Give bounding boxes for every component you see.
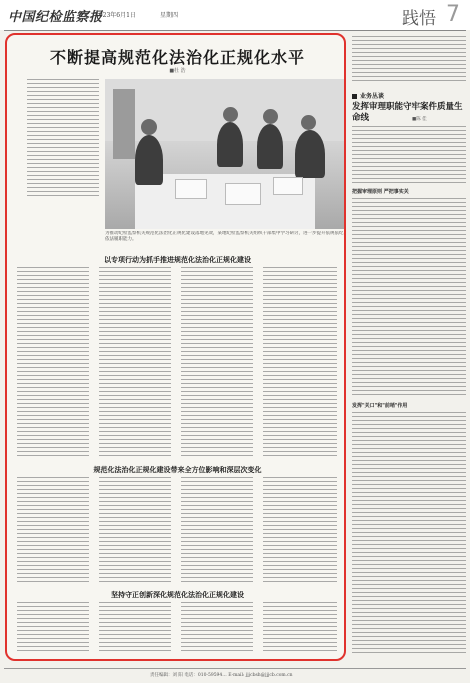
sidebar-text-column (352, 412, 466, 656)
footer-divider (4, 668, 466, 669)
subheading-3: 坚持守正创新深化规范化法治化正规化建设 (111, 591, 244, 599)
article-title: 不断提高规范化法治化正规化水平 (49, 48, 305, 67)
sidebar-intro-text (352, 36, 466, 84)
article-photo (105, 79, 345, 229)
text-column (263, 267, 337, 457)
sidebar-text-column (352, 126, 466, 184)
text-column (99, 477, 171, 582)
text-column (263, 602, 337, 654)
main-article (5, 33, 346, 661)
publication-date: 2023年6月1日 (95, 12, 136, 19)
sidebar-heading-1: 把握审理原则 严把事实关 (352, 189, 409, 195)
masthead-divider (4, 30, 466, 31)
text-column (181, 477, 253, 582)
subheading-2: 规范化法治化正规化建设带来全方位影响和深层次变化 (93, 466, 262, 474)
sidebar-author: ■陈 佳 (412, 117, 427, 122)
text-column (263, 477, 337, 582)
text-column (17, 267, 89, 457)
page-footer (0, 668, 470, 683)
tag-square-icon (352, 94, 357, 99)
masthead (0, 0, 470, 30)
section-name: 践悟 (402, 9, 436, 29)
sidebar-heading-2: 发挥"关口"和"前哨"作用 (352, 403, 408, 409)
page-number: 7 (446, 2, 460, 27)
weekday: 星期四 (160, 12, 179, 19)
footer-text: 责任编辑：刘 阳 电话：010-59594… E-mail: jjjcbsh@jjjcb.com.cn (150, 673, 293, 678)
sidebar-article (352, 36, 466, 661)
lede-text-block (27, 79, 99, 199)
photo-caption: 为推动纪检监察机关规范化法治化正规化建设落地见效，某地纪检监察机关组织干部集中学习研讨，进一步提升依规依纪依法履职能力。 (105, 231, 344, 242)
sidebar-text-column (352, 198, 466, 396)
article-byline: ■杜 浩 (169, 68, 186, 74)
text-column (99, 602, 171, 654)
text-column (181, 602, 253, 654)
tag-label: 业务丛谈 (360, 93, 385, 100)
sidebar-title: 发挥审理职能守牢案件质量生命线 (352, 102, 463, 123)
text-column (99, 267, 171, 457)
text-column (17, 477, 89, 582)
subheading-1: 以专项行动为抓手推进规范化法治化正规化建设 (104, 256, 251, 264)
text-column (181, 267, 253, 457)
text-column (17, 602, 89, 654)
newspaper-name: 中国纪检监察报 (8, 10, 103, 25)
column-tag (352, 91, 384, 100)
